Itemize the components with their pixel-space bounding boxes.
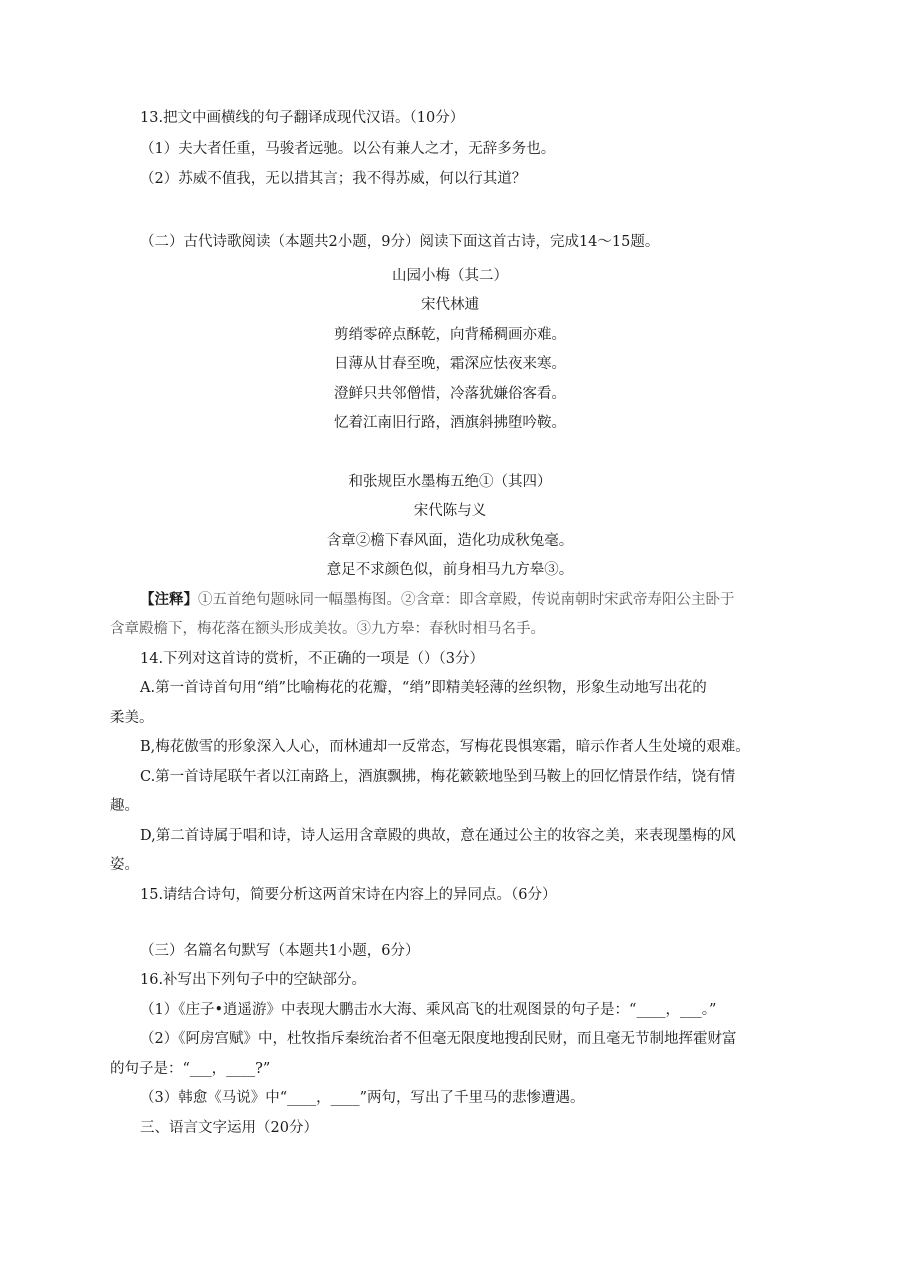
- poem1-line: 剪绡零碎点酥乾，向背稀稠画亦难。: [334, 327, 566, 343]
- section2-heading: （二）古代诗歌阅读（本题共2小题，9分）阅读下面这首古诗，完成14～15题。: [140, 234, 660, 250]
- poem1-line: 忆着江南旧行路，酒旗斜拂堕吟鞍。: [334, 415, 566, 431]
- q15-title: 15.请结合诗句，简要分析这两首宋诗在内容上的异同点。（6分）: [140, 887, 557, 903]
- q13-sentence-1: （1）夫大者任重，马骏者远驰。以公有兼人之才，无辞多务也。: [140, 141, 556, 157]
- q16-item-3: （3）韩愈《马说》中“____，____”两句，写出了千里马的悲惨遭遇。: [140, 1090, 585, 1106]
- section3-heading: （三）名篇名句默写（本题共1小题，6分）: [140, 943, 420, 959]
- poem2-title: 和张规臣水墨梅五绝①（其四）: [348, 474, 552, 490]
- section4-heading: 三、语言文字运用（20分）: [140, 1120, 318, 1136]
- q14-option-d: D,第二首诗属于唱和诗，诗人运用含章殿的典故，意在通过公主的妆容之美，来表现墨梅的风: [140, 828, 736, 844]
- poem2-line: 含章②檐下春风面，造化功成秋兔毫。: [326, 533, 574, 549]
- q14-option-b: B,梅花傲雪的形象深入人心，而林逋却一反常态，写梅花畏惧寒霜，暗示作者人生处境的艰难。: [140, 739, 750, 755]
- notes-label: 【注释】: [140, 591, 198, 608]
- poem1-line: 日薄从甘春至晚，霜深应怯夜来寒。: [334, 356, 566, 372]
- notes: [140, 590, 735, 610]
- q14-option-a-cont: 柔美。: [110, 710, 154, 726]
- q14-option-d-cont: 姿。: [110, 857, 139, 873]
- q14-option-c-cont: 趣。: [110, 798, 139, 814]
- poem2-line: 意足不求颜色似，前身相马九方皋③。: [326, 562, 574, 578]
- q14-title: 14.下列对这首诗的赏析，不正确的一项是（）（3分）: [140, 651, 485, 667]
- q13-title: 13.把文中画横线的句子翻译成现代汉语。（10分）: [140, 110, 465, 126]
- q14-option-a: A.第一首诗首句用“绡”比喻梅花的花瓣，“绡”即精美轻薄的丝织物，形象生动地写出花的: [140, 680, 707, 696]
- notes-text-1: ①五首绝句题咏同一幅墨梅图。②含章：即含章殿，传说南朝时宋武帝寿阳公主卧于: [198, 592, 735, 608]
- q13-sentence-2: （2）苏威不值我，无以措其言；我不得苏威，何以行其道？: [140, 171, 527, 187]
- poem1-title: 山园小梅（其二）: [392, 268, 508, 284]
- poem1-author: 宋代林逋: [421, 297, 479, 313]
- notes-text-2: 含章殿檐下，梅花落在额头形成美妆。③九方皋：春秋时相马名手。: [110, 621, 545, 637]
- q16-item-1: （1）《庄子•逍遥游》中表现大鹏击水大海、乘风高飞的壮观图景的句子是：“____，___。”: [140, 1002, 717, 1018]
- poem1-line: 澄鲜只共邻僧惜，冷落犹嫌俗客看。: [334, 386, 566, 402]
- poem2-author: 宋代陈与义: [413, 503, 487, 519]
- q16-item-2-cont: 的句子是：“___，____?”: [110, 1061, 271, 1077]
- q16-title: 16.补写出下列句子中的空缺部分。: [140, 972, 367, 988]
- q16-item-2: （2）《阿房宫赋》中，杜牧指斥秦统治者不但毫无限度地搜刮民财，而且毫无节制地挥霍财富: [140, 1031, 737, 1047]
- q14-option-c: C.第一首诗尾联午者以江南路上，酒旗飘拂，梅花簌簌地坠到马鞍上的回忆情景作结，饶有情: [140, 769, 736, 785]
